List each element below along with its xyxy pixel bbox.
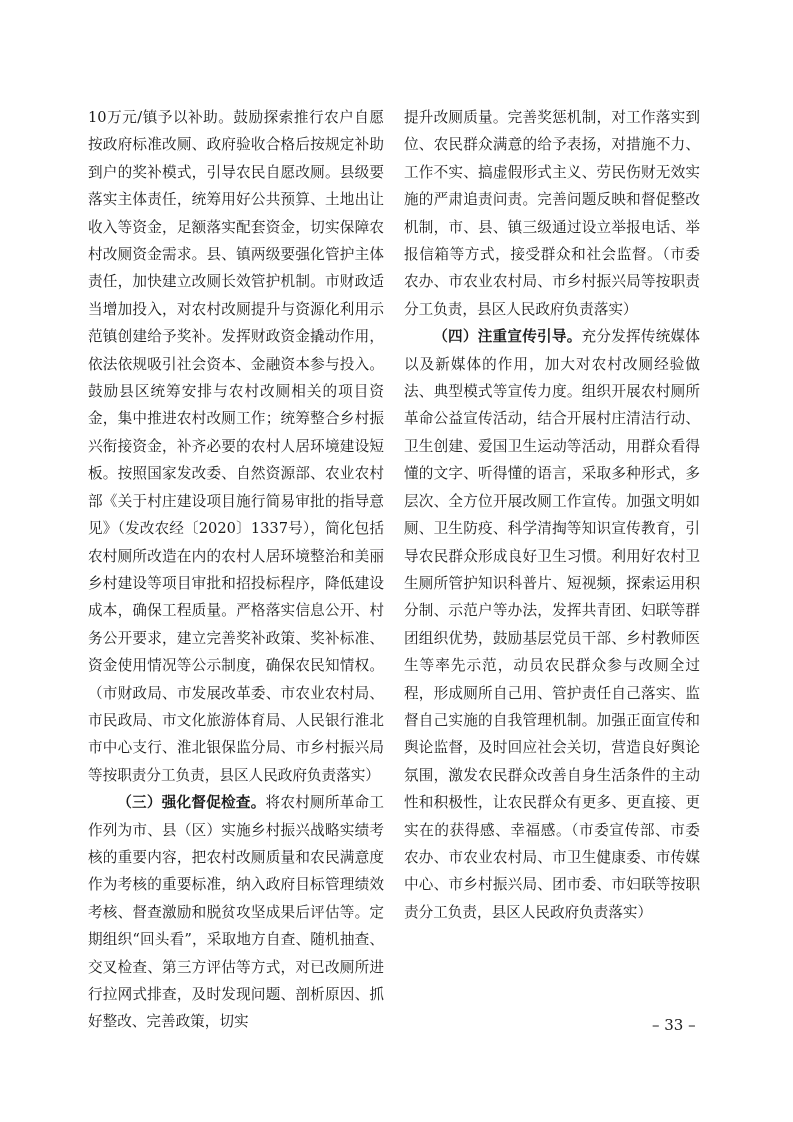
section-3-body: 将农村厕所革命工作列为市、县（区）实施乡村振兴战略实绩考核的重要内容，把农村改厕质量和农民满意度作为考核的重要标准，纳入政府目标管理绩效考核、督查激励和脱贫攻坚成果后评估等。定期组织“回头看”，采取地方自查、随机抽查、交叉检查、第三方评估等方式，对已改厕所进行拉网式排查，及时发现问题、剖析原因、抓好整改、完善政策，切实 <box>88 794 384 1031</box>
page-number: – 33 – <box>652 1016 696 1034</box>
section-4-body: 充分发挥传统媒体以及新媒体的作用，加大对农村改厕经验做法、典型模式等宣传力度。组织开展农村厕所革命公益宣传活动，结合开展村庄清洁行动、卫生创建、爱国卫生运动等活动，用群众看得懂的文字、听得懂的语言，采取多种形式，多层次、全方位开展改厕工作宣传。加强文明如厕、卫生防疫、科学清掏等知识宣传教育，引导农民群众形成良好卫生习惯。利用好农村卫生厕所管护知识科普片、短视频，探索运用积分制、示范户等办法，发挥共青团、妇联等群团组织优势，鼓励基层党员干部、乡村教师医生等率先示范，动员农民群众参与改厕全过程，形成厕所自己用、管护责任自己落实、监督自己实施的自我管理机制。加强正面宣传和舆论监督，及时回应社会关切，营造良好舆论氛围，激发农民群众改善自身生活条件的主动性和积极性，让农民群众有更多、更直接、更实在的获得感、幸福感。（市委宣传部、市委农办、市农业农村局、市卫生健康委、市传媒中心、市乡村振兴局、团市委、市妇联等按职责分工负责，县区人民政府负责落实） <box>404 328 700 921</box>
section-4-heading: （四）注重宣传引导。 <box>433 328 582 346</box>
right-paragraph-1: 提升改厕质量。完善奖惩机制，对工作落实到位、农民群众满意的给予表扬，对措施不力、工作不实、搞虚假形式主义、劳民伤财无效实施的严肃追责问责。完善问题反映和督促整改机制，市、县、镇三级通过设立举报电话、举报信箱等方式，接受群众和社会监督。（市委农办、市农业农村局、市乡村振兴局等按职责分工负责，县区人民政府负责落实） <box>404 109 700 318</box>
section-3-heading: （三）强化督促检查。 <box>117 794 266 812</box>
section-3-paragraph <box>88 789 384 1036</box>
right-column <box>404 104 700 926</box>
section-4-paragraph <box>404 323 700 926</box>
left-column <box>88 104 384 1036</box>
left-paragraph-1: 10万元/镇予以补助。鼓励探索推行农户自愿按政府标准改厕、政府验收合格后按规定补助到户的奖补模式，引导农民自愿改厕。县级要落实主体责任，统筹用好公共预算、土地出让收入等资金，足额落实配套资金，切实保障农村改厕资金需求。县、镇两级要强化管护主体责任，加快建立改厕长效管护机制。市财政适当增加投入，对农村改厕提升与资源化利用示范镇创建给予奖补。发挥财政资金撬动作用，依法依规吸引社会资本、金融资本参与投入。鼓励县区统筹安排与农村改厕相关的项目资金，集中推进农村改厕工作；统筹整合乡村振兴衔接资金，补齐必要的农村人居环境建设短板。按照国家发改委、自然资源部、农业农村部《关于村庄建设项目施行简易审批的指导意见》（发改农经〔2020〕1337号），简化包括农村厕所改造在内的农村人居环境整治和美丽乡村建设等项目审批和招投标程序，降低建设成本，确保工程质量。严格落实信息公开、村务公开要求，建立完善奖补政策、奖补标准、资金使用情况等公示制度，确保农民知情权。（市财政局、市发展改革委、市农业农村局、市民政局、市文化旅游体育局、人民银行淮北市中心支行、淮北银保监分局、市乡村振兴局等按职责分工负责，县区人民政府负责落实） <box>88 109 384 784</box>
